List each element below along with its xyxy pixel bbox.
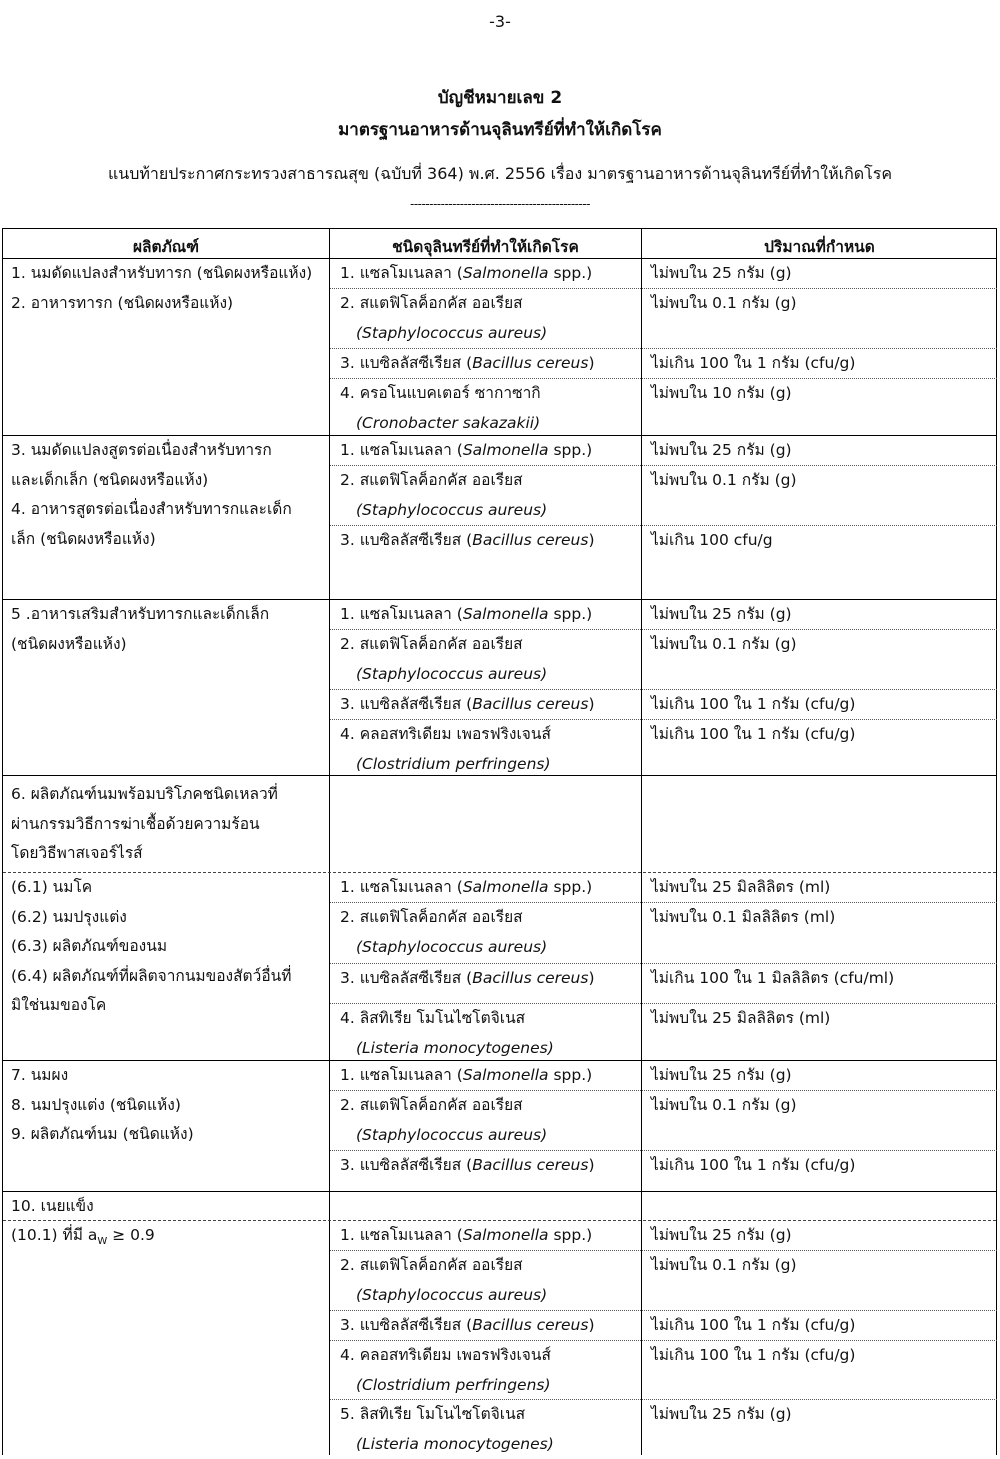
table-row bbox=[330, 1151, 997, 1191]
product-cell: (10.1) ที่มี $a_W \ge 0.9$ bbox=[11, 1226, 155, 1248]
microbe-cell: 5. ลิสทิเรีย โมโนไซโตจิเนส (Listeria monocytogenes) bbox=[340, 1405, 554, 1453]
document-title-line1: บัญชีหมายเลข 2 bbox=[437, 88, 563, 108]
document-subtitle: แนบท้ายประกาศกระทรวงสาธารณสุข (ฉบับที่ 364) พ.ศ. 2556 เรื่อง มาตรฐานอาหารด้านจุลินทรีย์ที่ทำให้เกิดโรค bbox=[107, 164, 893, 183]
limit-cell: ไม่เกิน 100 ใน 1 กรัม (cfu/g) bbox=[651, 725, 856, 743]
table-row bbox=[330, 526, 997, 599]
table-row bbox=[330, 1311, 997, 1341]
table-row bbox=[330, 1251, 997, 1311]
table-row bbox=[330, 630, 997, 690]
table-row bbox=[330, 1221, 997, 1251]
limit-cell: ไม่พบใน 25 กรัม (g) bbox=[651, 605, 792, 623]
table-header-row bbox=[3, 229, 996, 259]
table-row bbox=[330, 964, 997, 1004]
microbe-cell: 1. แซลโมเนลลา (Salmonella spp.) bbox=[340, 1066, 593, 1084]
limit-cell: ไม่เกิน 100 cfu/g bbox=[651, 531, 773, 549]
microbe-cell: 4. คลอสทริเดียม เพอรฟริงเจนส์ (Clostridium perfringens) bbox=[340, 725, 551, 773]
page-number: -3- bbox=[489, 12, 511, 31]
product-line: 2. อาหารทารก (ชนิดผงหรือแห้ง) bbox=[11, 293, 234, 312]
table-row bbox=[330, 1341, 997, 1400]
limit-cell: ไม่พบใน 25 มิลลิลิตร (ml) bbox=[651, 1009, 831, 1027]
microbe-cell: 3. แบซิลลัสซีเรียส (Bacillus cereus) bbox=[340, 1316, 595, 1334]
microbe-cell: 1. แซลโมเนลลา (Salmonella spp.) bbox=[340, 1226, 593, 1244]
separator-line: ----------------------------------------------- bbox=[409, 197, 590, 211]
microbe-cell: 4. ครอโนแบคเตอร์ ซากาซากิ (Cronobacter sakazakii) bbox=[340, 384, 541, 432]
table-row bbox=[330, 1004, 997, 1060]
table-row bbox=[330, 873, 997, 903]
table-row bbox=[330, 720, 997, 775]
document-title-line2: มาตรฐานอาหารด้านจุลินทรีย์ที่ทำให้เกิดโรค bbox=[338, 120, 662, 140]
limit-cell: ไม่เกิน 100 ใน 1 มิลลิลิตร (cfu/ml) bbox=[651, 969, 895, 987]
limit-cell: ไม่พบใน 25 กรัม (g) bbox=[651, 1226, 792, 1244]
table-row bbox=[330, 436, 997, 466]
table-row bbox=[330, 349, 997, 379]
product-cell: 7. นมผง 8. นมปรุงแต่ง (ชนิดแห้ง) 9. ผลิตภัณฑ์นม (ชนิดแห้ง) bbox=[11, 1066, 194, 1143]
limit-cell: ไม่พบใน 0.1 มิลลิลิตร (ml) bbox=[651, 908, 836, 926]
microbe-cell: 2. สแตฟิโลค็อกคัส ออเรียส (Staphylococcus aureus) bbox=[340, 1096, 548, 1144]
limit-cell: ไม่พบใน 25 กรัม (g) bbox=[651, 441, 792, 459]
microbe-cell: 3. แบซิลลัสซีเรียส (Bacillus cereus) bbox=[340, 969, 595, 987]
product-cell: 6. ผลิตภัณฑ์นมพร้อมบริโภคชนิดเหลวที่ ผ่านกรรมวิธีการฆ่าเชื้อด้วยความร้อน โดยวิธีพาสเจอร์ไรส์ bbox=[11, 785, 278, 862]
table-group bbox=[3, 436, 996, 600]
limit-cell: ไม่พบใน 25 มิลลิลิตร (ml) bbox=[651, 878, 831, 896]
limit-cell: ไม่พบใน 0.1 กรัม (g) bbox=[651, 635, 797, 653]
product-cell: (6.1) นมโค (6.2) นมปรุงแต่ง (6.3) ผลิตภัณฑ์ของนม (6.4) ผลิตภัณฑ์ที่ผลิตจากนมของสัตว์อื่นที่ มิใช่นมของโค bbox=[11, 878, 292, 1014]
limit-cell: ไม่เกิน 100 ใน 1 กรัม (cfu/g) bbox=[651, 1316, 856, 1334]
limit-cell: ไม่พบใน 0.1 กรัม (g) bbox=[651, 1096, 797, 1114]
table-row bbox=[330, 600, 997, 630]
microbe-cell: 2. สแตฟิโลค็อกคัส ออเรียส (Staphylococcus aureus) bbox=[340, 471, 548, 519]
table-row bbox=[330, 466, 997, 526]
product-cell: 5 .อาหารเสริมสำหรับทารกและเด็กเล็ก (ชนิดผงหรือแห้ง) bbox=[11, 605, 270, 653]
microbe-cell: 2. สแตฟิโลค็อกคัส ออเรียส (Staphylococcus aureus) bbox=[340, 1256, 548, 1304]
microbe-cell: 4. ลิสทิเรีย โมโนไซโตจิเนส (Listeria monocytogenes) bbox=[340, 1009, 554, 1057]
table-row bbox=[330, 903, 997, 964]
table-row bbox=[330, 1400, 997, 1456]
standards-table bbox=[2, 228, 997, 1455]
product-cell bbox=[11, 259, 323, 318]
table-row bbox=[330, 379, 997, 435]
limit-cell: ไม่เกิน 100 ใน 1 กรัม (cfu/g) bbox=[651, 1156, 856, 1174]
table-row bbox=[330, 1061, 997, 1091]
product-cell: 10. เนยแข็ง bbox=[11, 1197, 94, 1215]
microbe-cell: 1. แซลโมเนลลา (Salmonella spp.) bbox=[340, 878, 593, 896]
header-limit: ปริมาณที่กำหนด bbox=[764, 238, 875, 256]
limit-cell: ไม่เกิน 100 ใน 1 กรัม (cfu/g) bbox=[651, 695, 856, 713]
table-group bbox=[3, 259, 996, 436]
table-group bbox=[3, 1221, 996, 1456]
microbe-cell: 2. สแตฟิโลค็อกคัส ออเรียส (Staphylococcus aureus) bbox=[340, 294, 548, 342]
microbe-cell: 1. แซลโมเนลลา (Salmonella spp.) bbox=[340, 264, 593, 282]
microbe-cell: 3. แบซิลลัสซีเรียส (Bacillus cereus) bbox=[340, 354, 595, 372]
product-line: 1. นมดัดแปลงสำหรับทารก (ชนิดผงหรือแห้ง) bbox=[11, 264, 313, 282]
table-group bbox=[3, 776, 996, 873]
microbe-cell: 3. แบซิลลัสซีเรียส (Bacillus cereus) bbox=[340, 695, 595, 713]
table-group bbox=[3, 1192, 996, 1221]
table-group bbox=[3, 600, 996, 776]
table-group bbox=[3, 873, 996, 1061]
limit-cell: ไม่พบใน 25 กรัม (g) bbox=[651, 1405, 792, 1423]
microbe-cell: 3. แบซิลลัสซีเรียส (Bacillus cereus) bbox=[340, 1156, 595, 1174]
table-row bbox=[330, 289, 997, 349]
limit-cell: ไม่พบใน 25 กรัม (g) bbox=[651, 264, 792, 282]
header-product: ผลิตภัณฑ์ bbox=[132, 238, 200, 256]
table-row bbox=[330, 259, 997, 289]
limit-cell: ไม่พบใน 0.1 กรัม (g) bbox=[651, 471, 797, 489]
table-row bbox=[330, 1091, 997, 1151]
limit-cell: ไม่พบใน 10 กรัม (g) bbox=[651, 384, 792, 402]
header-microbe: ชนิดจุลินทรีย์ที่ทำให้เกิดโรค bbox=[392, 238, 579, 256]
table-group bbox=[3, 1061, 996, 1192]
microbe-cell: 1. แซลโมเนลลา (Salmonella spp.) bbox=[340, 441, 593, 459]
limit-cell: ไม่พบใน 25 กรัม (g) bbox=[651, 1066, 792, 1084]
microbe-cell: 2. สแตฟิโลค็อกคัส ออเรียส (Staphylococcus aureus) bbox=[340, 635, 548, 683]
microbe-cell: 2. สแตฟิโลค็อกคัส ออเรียส (Staphylococcus aureus) bbox=[340, 908, 548, 956]
limit-cell: ไม่เกิน 100 ใน 1 กรัม (cfu/g) bbox=[651, 354, 856, 372]
microbe-cell: 1. แซลโมเนลลา (Salmonella spp.) bbox=[340, 605, 593, 623]
table-row bbox=[330, 690, 997, 720]
microbe-cell: 3. แบซิลลัสซีเรียส (Bacillus cereus) bbox=[340, 531, 595, 549]
microbe-cell: 4. คลอสทริเดียม เพอรฟริงเจนส์ (Clostridium perfringens) bbox=[340, 1346, 551, 1394]
limit-cell: ไม่เกิน 100 ใน 1 กรัม (cfu/g) bbox=[651, 1346, 856, 1364]
product-cell: 3. นมดัดแปลงสูตรต่อเนื่องสำหรับทารก และเด็กเล็ก (ชนิดผงหรือแห้ง) 4. อาหารสูตรต่อเนื่องสำหรับทารกและเด็ก เล็ก (ชนิดผงหรือแห้ง) bbox=[11, 441, 292, 548]
limit-cell: ไม่พบใน 0.1 กรัม (g) bbox=[651, 1256, 797, 1274]
limit-cell: ไม่พบใน 0.1 กรัม (g) bbox=[651, 294, 797, 312]
